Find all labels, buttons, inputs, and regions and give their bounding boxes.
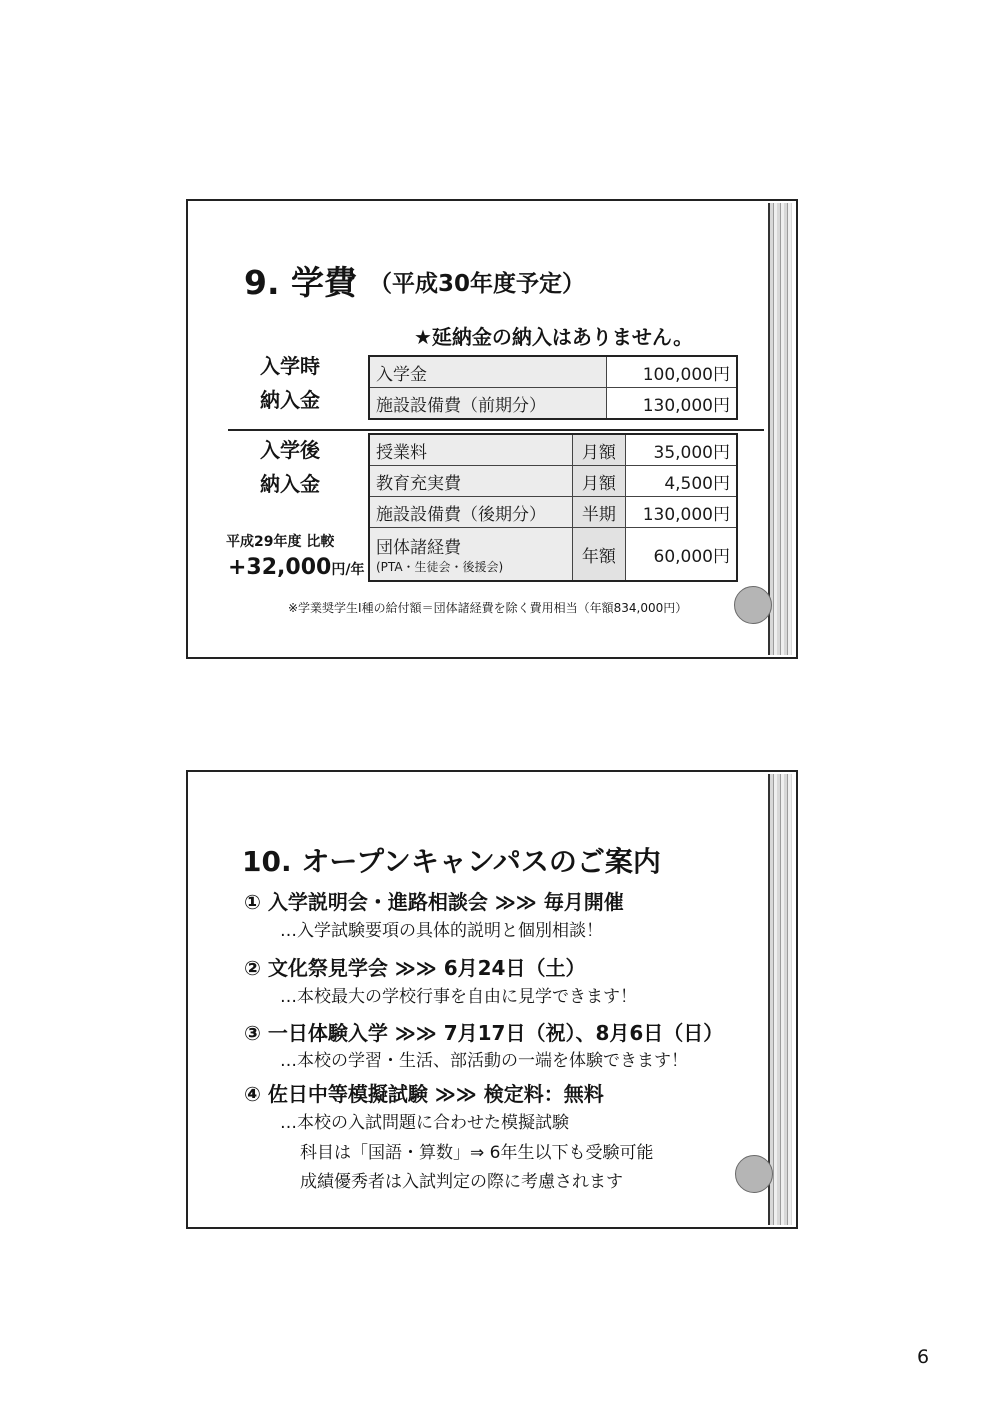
scholarship-footnote: ※学業奨学生Ⅰ種の給付額＝団体諸経費を除く費用相当（年額834,000円）: [288, 601, 688, 615]
table-row: [369, 356, 737, 388]
title-subtitle: （平成30年度予定）: [369, 271, 586, 297]
table-row: [369, 388, 737, 420]
admission-fee-group-label: [260, 349, 320, 417]
section-divider: [228, 429, 764, 431]
fee-item-cell: [369, 528, 573, 582]
fee-period: 月額: [573, 466, 625, 497]
title-text: 9. 学費: [244, 263, 357, 302]
fee-amount: 130,000円: [607, 388, 738, 420]
fee-item-note: (PTA・生徒会・後援会): [376, 560, 504, 574]
fee-item: 授業料: [369, 434, 573, 466]
page-number: 6: [917, 1346, 930, 1368]
after-admission-fee-table: [368, 433, 738, 582]
table-row: [369, 466, 737, 497]
admission-fee-table: [368, 355, 738, 420]
open-campus-slide: [186, 770, 798, 1229]
deferred-payment-notice: ★延納金の納入はありません。: [414, 325, 694, 349]
table-row: [369, 434, 737, 466]
fee-amount: 4,500円: [625, 466, 737, 497]
table-row: [369, 528, 737, 582]
comparison-value: [228, 555, 364, 580]
comparison-label: 平成29年度 比較: [226, 534, 335, 550]
gray-circle-marker: [735, 1155, 773, 1193]
event-title: ④ 佐日中等模擬試験 ≫≫ 検定料：無料: [244, 1082, 604, 1106]
slide-side-decoration: [768, 203, 792, 655]
group-label-line1: 入学時: [260, 354, 320, 378]
comparison-unit: 円/年: [331, 562, 365, 578]
event-title: ③ 一日体験入学 ≫≫ 7月17日（祝）、8月6日（日）: [244, 1021, 724, 1045]
fee-amount: 60,000円: [625, 528, 737, 582]
group-label-line2: 納入金: [260, 388, 320, 412]
event-description: 成績優秀者は入試判定の際に考慮されます: [300, 1172, 623, 1192]
fee-item: 施設設備費（前期分）: [369, 388, 607, 420]
fee-item: 団体諸経費: [376, 538, 461, 558]
fee-amount: 35,000円: [625, 434, 737, 466]
group-label-line2: 納入金: [260, 472, 320, 496]
fee-item: 教育充実費: [369, 466, 573, 497]
table-row: [369, 497, 737, 528]
group-label-line1: 入学後: [260, 438, 320, 462]
event-description: …本校の学習・生活、部活動の一端を体験できます！: [280, 1051, 688, 1071]
event-description: …本校最大の学校行事を自由に見学できます！: [280, 987, 637, 1007]
fee-item: 入学金: [369, 356, 607, 388]
fee-item: 施設設備費（後期分）: [369, 497, 573, 528]
fee-period: 月額: [573, 434, 625, 466]
event-description: …入学試験要項の具体的説明と個別相談！: [280, 921, 603, 941]
fee-amount: 130,000円: [625, 497, 737, 528]
fee-period: 年額: [573, 528, 625, 582]
event-description: …本校の入試問題に合わせた模擬試験: [280, 1113, 569, 1133]
slide-side-decoration: [768, 774, 792, 1225]
fee-period: 半期: [573, 497, 625, 528]
event-title: ① 入学説明会・進路相談会 ≫≫ 毎月開催: [244, 890, 624, 914]
gray-circle-marker: [734, 586, 772, 624]
slide-title: [244, 257, 585, 304]
event-title: ② 文化祭見学会 ≫≫ 6月24日（土）: [244, 956, 586, 980]
event-description: 科目は「国語・算数」⇒ 6年生以下も受験可能: [300, 1143, 654, 1163]
fee-amount: 100,000円: [607, 356, 738, 388]
comparison-amount: +32,000: [228, 555, 332, 580]
slide-title: 10. オープンキャンパスのご案内: [242, 845, 661, 878]
tuition-slide: [186, 199, 798, 659]
after-admission-group-label: [260, 433, 320, 501]
